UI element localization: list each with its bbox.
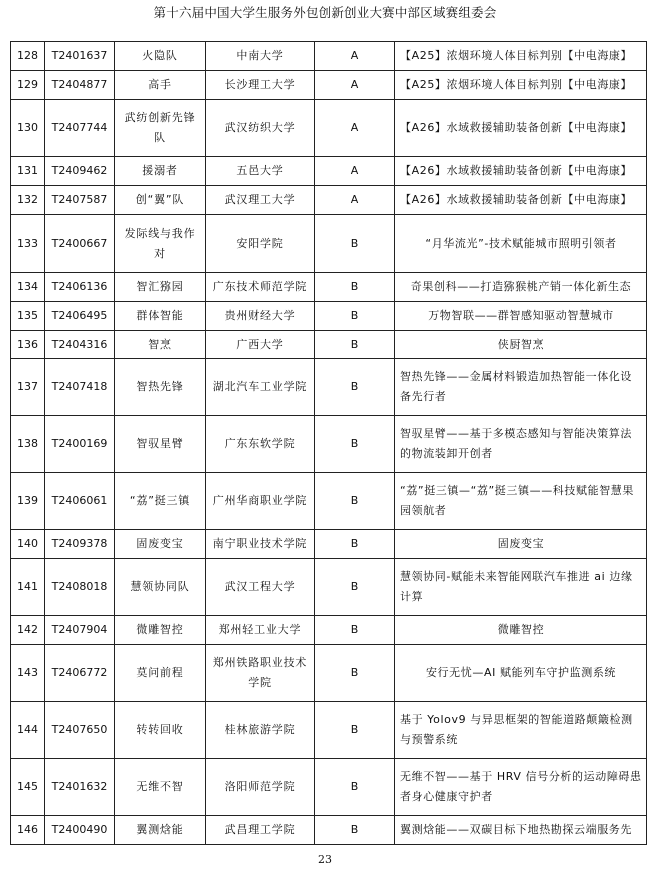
school-name: 长沙理工大学	[206, 71, 315, 100]
project-name: 微雕智控	[395, 616, 647, 645]
school-name: 贵州财经大学	[206, 302, 315, 331]
group-label: A	[315, 100, 395, 157]
project-name: 【A26】水域救援辅助装备创新【中电海康】	[395, 100, 647, 157]
page-header: 第十六届中国大学生服务外包创新创业大赛中部区域赛组委会	[153, 5, 497, 20]
team-id: T2400169	[45, 416, 115, 473]
project-name: 【A26】水域救援辅助装备创新【中电海康】	[395, 157, 647, 186]
team-name: 转转回收	[115, 702, 206, 759]
project-name: 固废变宝	[395, 530, 647, 559]
table-row	[11, 71, 647, 100]
table-row	[11, 186, 647, 215]
team-name: 火隐队	[115, 42, 206, 71]
team-name: “荔”挺三镇	[115, 473, 206, 530]
team-name: 智汇猕园	[115, 273, 206, 302]
group-label: A	[315, 71, 395, 100]
row-number: 134	[11, 273, 45, 302]
team-id: T2406495	[45, 302, 115, 331]
project-name: 智驭星臂——基于多模态感知与智能决策算法的物流装卸开创者	[395, 416, 647, 473]
group-label: B	[315, 331, 395, 359]
team-name: 慧领协同队	[115, 559, 206, 616]
project-name: 奇果创科——打造猕猴桃产销一体化新生态	[395, 273, 647, 302]
group-label: B	[315, 645, 395, 702]
project-name: 万物智联——群智感知驱动智慧城市	[395, 302, 647, 331]
row-number: 129	[11, 71, 45, 100]
school-name: 桂林旅游学院	[206, 702, 315, 759]
row-number: 135	[11, 302, 45, 331]
team-id: T2401637	[45, 42, 115, 71]
team-name: 武纺创新先锋队	[115, 100, 206, 157]
group-label: A	[315, 42, 395, 71]
group-label: B	[315, 302, 395, 331]
group-label: B	[315, 473, 395, 530]
school-name: 广东东软学院	[206, 416, 315, 473]
table-row	[11, 645, 647, 702]
table-row	[11, 273, 647, 302]
team-name: 创“翼”队	[115, 186, 206, 215]
school-name: 郑州铁路职业技术学院	[206, 645, 315, 702]
project-name: 智热先锋——金属材料锻造加热智能一体化设备先行者	[395, 359, 647, 416]
project-name: 【A25】浓烟环境人体目标判别【中电海康】	[395, 42, 647, 71]
team-name: 高手	[115, 71, 206, 100]
project-name: “月华流光”-技术赋能城市照明引领者	[395, 215, 647, 273]
group-label: B	[315, 530, 395, 559]
team-id: T2407744	[45, 100, 115, 157]
school-name: 洛阳师范学院	[206, 759, 315, 816]
school-name: 武汉纺织大学	[206, 100, 315, 157]
row-number: 138	[11, 416, 45, 473]
project-name: 侠厨智烹	[395, 331, 647, 359]
group-label: B	[315, 702, 395, 759]
team-id: T2400490	[45, 816, 115, 845]
row-number: 139	[11, 473, 45, 530]
team-name: 群体智能	[115, 302, 206, 331]
row-number: 142	[11, 616, 45, 645]
school-name: 五邑大学	[206, 157, 315, 186]
team-id: T2404877	[45, 71, 115, 100]
team-name: 无维不智	[115, 759, 206, 816]
table-row	[11, 157, 647, 186]
team-id: T2406136	[45, 273, 115, 302]
team-id: T2404316	[45, 331, 115, 359]
team-name: 智热先锋	[115, 359, 206, 416]
row-number: 133	[11, 215, 45, 273]
project-name: 【A25】浓烟环境人体目标判别【中电海康】	[395, 71, 647, 100]
table-row	[11, 100, 647, 157]
team-name: 智驭星臂	[115, 416, 206, 473]
table-row	[11, 302, 647, 331]
team-id: T2400667	[45, 215, 115, 273]
table-row	[11, 215, 647, 273]
school-name: 郑州轻工业大学	[206, 616, 315, 645]
table-row	[11, 702, 647, 759]
team-id: T2409378	[45, 530, 115, 559]
school-name: 广西大学	[206, 331, 315, 359]
row-number: 146	[11, 816, 45, 845]
school-name: 中南大学	[206, 42, 315, 71]
team-name: 援溺者	[115, 157, 206, 186]
team-id: T2407587	[45, 186, 115, 215]
row-number: 144	[11, 702, 45, 759]
page-number: 23	[318, 853, 332, 866]
row-number: 132	[11, 186, 45, 215]
team-id: T2407904	[45, 616, 115, 645]
row-number: 141	[11, 559, 45, 616]
project-name: 无维不智——基于 HRV 信号分析的运动障碍患者身心健康守护者	[395, 759, 647, 816]
row-number: 130	[11, 100, 45, 157]
table-row	[11, 331, 647, 359]
table-row	[11, 473, 647, 530]
team-id: T2406061	[45, 473, 115, 530]
school-name: 安阳学院	[206, 215, 315, 273]
school-name: 武汉理工大学	[206, 186, 315, 215]
group-label: B	[315, 359, 395, 416]
group-label: B	[315, 416, 395, 473]
team-id: T2407650	[45, 702, 115, 759]
team-id: T2406772	[45, 645, 115, 702]
school-name: 广州华商职业学院	[206, 473, 315, 530]
school-name: 湖北汽车工业学院	[206, 359, 315, 416]
table-row	[11, 42, 647, 71]
school-name: 南宁职业技术学院	[206, 530, 315, 559]
team-name: 固废变宝	[115, 530, 206, 559]
group-label: B	[315, 759, 395, 816]
group-label: B	[315, 559, 395, 616]
team-id: T2409462	[45, 157, 115, 186]
project-name: “荔”挺三镇—“荔”挺三镇——科技赋能智慧果园领航者	[395, 473, 647, 530]
group-label: A	[315, 157, 395, 186]
row-number: 145	[11, 759, 45, 816]
team-id: T2407418	[45, 359, 115, 416]
table-row	[11, 759, 647, 816]
table-row	[11, 359, 647, 416]
group-label: B	[315, 616, 395, 645]
team-name: 智烹	[115, 331, 206, 359]
row-number: 131	[11, 157, 45, 186]
team-id: T2401632	[45, 759, 115, 816]
row-number: 136	[11, 331, 45, 359]
project-name: 翼测焓能——双碳目标下地热勘探云端服务先	[395, 816, 647, 845]
team-name: 发际线与我作对	[115, 215, 206, 273]
project-name: 【A26】水域救援辅助装备创新【中电海康】	[395, 186, 647, 215]
team-name: 莫问前程	[115, 645, 206, 702]
group-label: B	[315, 215, 395, 273]
table-row	[11, 816, 647, 845]
table-row	[11, 416, 647, 473]
row-number: 143	[11, 645, 45, 702]
row-number: 140	[11, 530, 45, 559]
school-name: 广东技术师范学院	[206, 273, 315, 302]
results-table	[10, 41, 647, 845]
school-name: 武昌理工学院	[206, 816, 315, 845]
project-name: 慧领协同-赋能未来智能网联汽车推进 ai 边缘计算	[395, 559, 647, 616]
group-label: A	[315, 186, 395, 215]
school-name: 武汉工程大学	[206, 559, 315, 616]
project-name: 基于 Yolov9 与异思框架的智能道路颠簸检测与预警系统	[395, 702, 647, 759]
table-body	[11, 42, 647, 845]
row-number: 137	[11, 359, 45, 416]
team-name: 翼测焓能	[115, 816, 206, 845]
team-name: 微雕智控	[115, 616, 206, 645]
row-number: 128	[11, 42, 45, 71]
table-row	[11, 559, 647, 616]
table-row	[11, 616, 647, 645]
project-name: 安行无忧—AI 赋能列车守护监测系统	[395, 645, 647, 702]
team-id: T2408018	[45, 559, 115, 616]
table-row	[11, 530, 647, 559]
group-label: B	[315, 273, 395, 302]
group-label: B	[315, 816, 395, 845]
